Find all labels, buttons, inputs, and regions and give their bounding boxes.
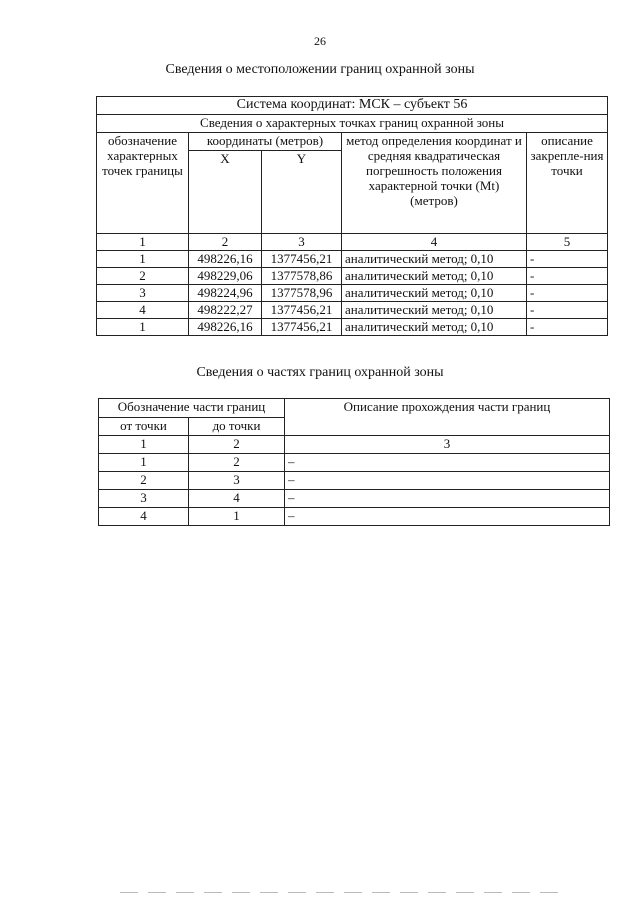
cell-y: 1377456,21 — [262, 251, 342, 268]
table-row — [99, 490, 610, 508]
cell-point: 4 — [97, 302, 189, 319]
cell-desc: - — [527, 319, 608, 336]
header-method: метод определения координат и средняя квадратическая погрешность положения характерной точки (Mt) (метров) — [342, 133, 527, 234]
header-part: Обозначение части границ — [99, 399, 285, 418]
cell-desc: - — [527, 285, 608, 302]
cell-from: 1 — [99, 454, 189, 472]
cell-part-desc: – — [285, 490, 610, 508]
cell-method: аналитический метод; 0,10 — [342, 268, 527, 285]
header-x: X — [189, 151, 262, 234]
header-from: от точки — [99, 418, 189, 436]
cell-x: 498226,16 — [189, 319, 262, 336]
cell-point: 1 — [97, 251, 189, 268]
cell-x: 498224,96 — [189, 285, 262, 302]
cell-y: 1377578,86 — [262, 268, 342, 285]
col-number: 5 — [527, 234, 608, 251]
cell-part-desc: – — [285, 454, 610, 472]
header-coords: координаты (метров) — [189, 133, 342, 151]
col-number: 3 — [285, 436, 610, 454]
cell-from: 2 — [99, 472, 189, 490]
cell-desc: - — [527, 251, 608, 268]
boundary-parts-table — [98, 398, 610, 526]
cell-method: аналитический метод; 0,10 — [342, 251, 527, 268]
header-point: обозначение характерных точек границы — [97, 133, 189, 234]
cell-from: 4 — [99, 508, 189, 526]
header-y: Y — [262, 151, 342, 234]
header-part-description: Описание прохождения части границ — [285, 399, 610, 436]
table-row — [97, 319, 608, 336]
cell-to: 2 — [189, 454, 285, 472]
cell-to: 3 — [189, 472, 285, 490]
cell-x: 498222,27 — [189, 302, 262, 319]
table-row — [97, 268, 608, 285]
cell-point: 2 — [97, 268, 189, 285]
footer-scan-artifact — [120, 892, 560, 893]
cell-part-desc: – — [285, 472, 610, 490]
header-description: описание закрепле-ния точки — [527, 133, 608, 234]
col-number: 1 — [97, 234, 189, 251]
col-number: 1 — [99, 436, 189, 454]
table-row — [97, 251, 608, 268]
table-row — [97, 302, 608, 319]
cell-point: 3 — [97, 285, 189, 302]
heading-parts: Сведения о частях границ охранной зоны — [196, 365, 444, 380]
table-row — [97, 285, 608, 302]
page-number: 26 — [314, 34, 326, 48]
cell-from: 3 — [99, 490, 189, 508]
cell-method: аналитический метод; 0,10 — [342, 302, 527, 319]
points-subtitle: Сведения о характерных точках границ охранной зоны — [97, 115, 608, 133]
cell-to: 1 — [189, 508, 285, 526]
cell-to: 4 — [189, 490, 285, 508]
col-number: 3 — [262, 234, 342, 251]
header-to: до точки — [189, 418, 285, 436]
cell-desc: - — [527, 268, 608, 285]
coordinate-system-title: Система координат: МСК – субъект 56 — [97, 97, 608, 115]
col-number: 2 — [189, 436, 285, 454]
cell-x: 498229,06 — [189, 268, 262, 285]
cell-y: 1377578,96 — [262, 285, 342, 302]
cell-method: аналитический метод; 0,10 — [342, 319, 527, 336]
cell-point: 1 — [97, 319, 189, 336]
cell-part-desc: – — [285, 508, 610, 526]
heading-location: Сведения о местоположении границ охранной зоны — [165, 62, 475, 77]
col-number: 2 — [189, 234, 262, 251]
cell-desc: - — [527, 302, 608, 319]
boundary-points-table — [96, 96, 608, 336]
cell-method: аналитический метод; 0,10 — [342, 285, 527, 302]
cell-x: 498226,16 — [189, 251, 262, 268]
col-number: 4 — [342, 234, 527, 251]
cell-y: 1377456,21 — [262, 302, 342, 319]
table-row — [99, 508, 610, 526]
cell-y: 1377456,21 — [262, 319, 342, 336]
table-row — [99, 454, 610, 472]
table-row — [99, 472, 610, 490]
